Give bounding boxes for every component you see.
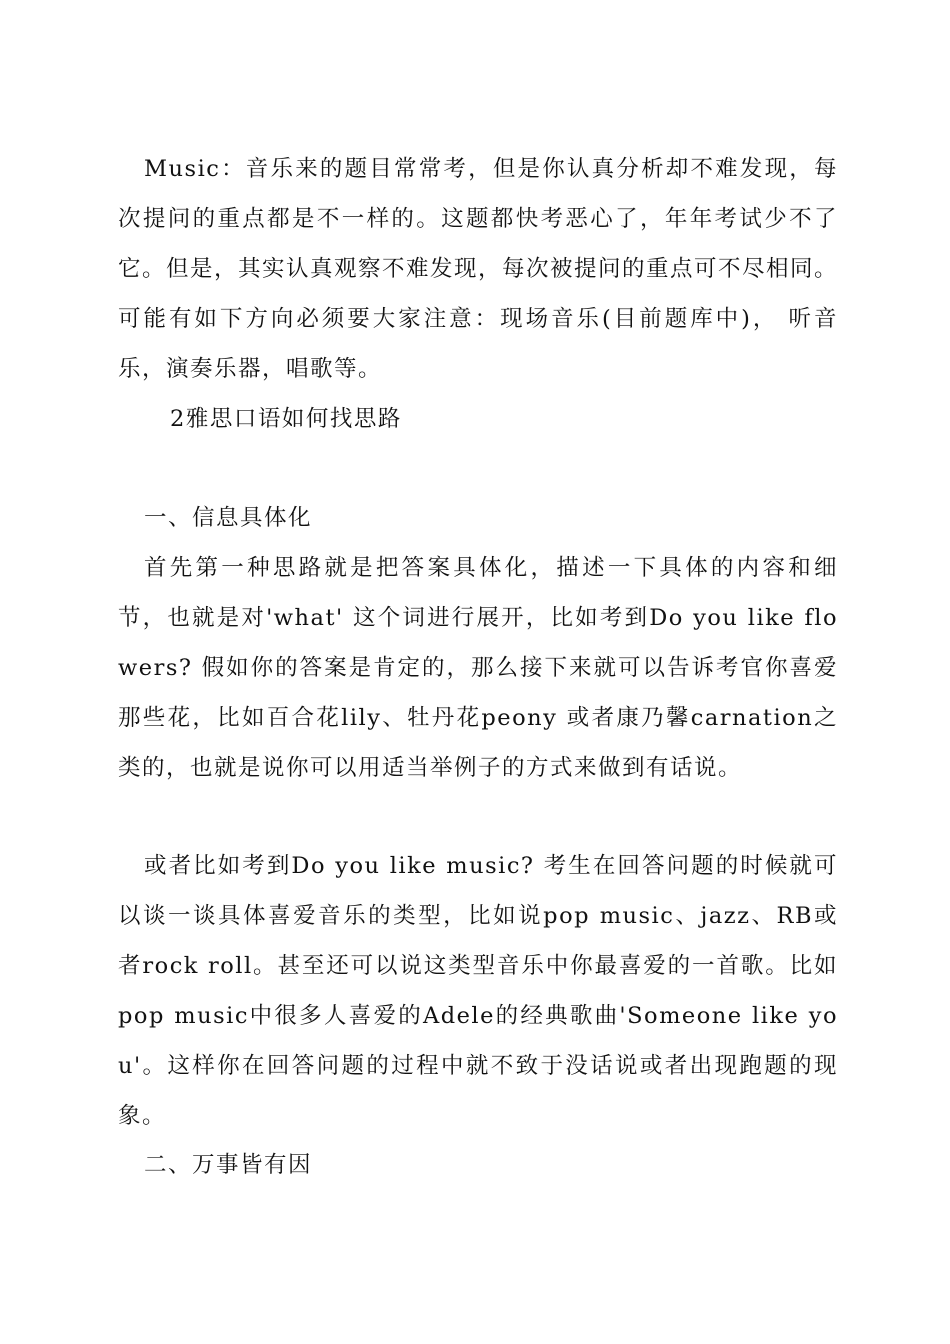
heading-specific-information: 一、信息具体化 — [144, 505, 313, 531]
paragraph-music-intro: Music：音乐来的题目常常考，但是你认真分析却不难发现，每次提问的重点都是不一样的。这题都快考恶心了，年年考试少不了它。但是，其实认真观察不难发现，每次被提问的重点可不尽相同。可能有如下方向必须要大家注意：现场音乐(目前题库中)， 听音乐，演奏乐器，唱歌等。 — [118, 156, 839, 382]
paragraph-music-example: 或者比如考到Do you like music? 考生在回答问题的时候就可以谈一谈具体喜爱音乐的类型，比如说pop music、jazz、RB或者rock roll。甚至还可以说这类型音乐中你最喜爱的一首歌。比如pop music中很多人喜爱的Adele的经典歌曲'Someone like you'。这样你在回答问题的过程中就不致于没话说或者出现跑题的现象。 — [118, 853, 838, 1129]
paragraph-flowers-example: 首先第一种思路就是把答案具体化，描述一下具体的内容和细节，也就是对'what' 这个词进行展开，比如考到Do you like flowers? 假如你的答案是肯定的，那么接下来就可以告诉考官你喜爱那些花，比如百合花lily、牡丹花peony 或者康乃馨carnation之类的，也就是说你可以用适当举例子的方式来做到有话说。 — [118, 555, 838, 781]
section-title-ielts-speaking: 2雅思口语如何找思路 — [170, 406, 402, 432]
heading-everything-has-cause: 二、万事皆有因 — [144, 1152, 313, 1178]
